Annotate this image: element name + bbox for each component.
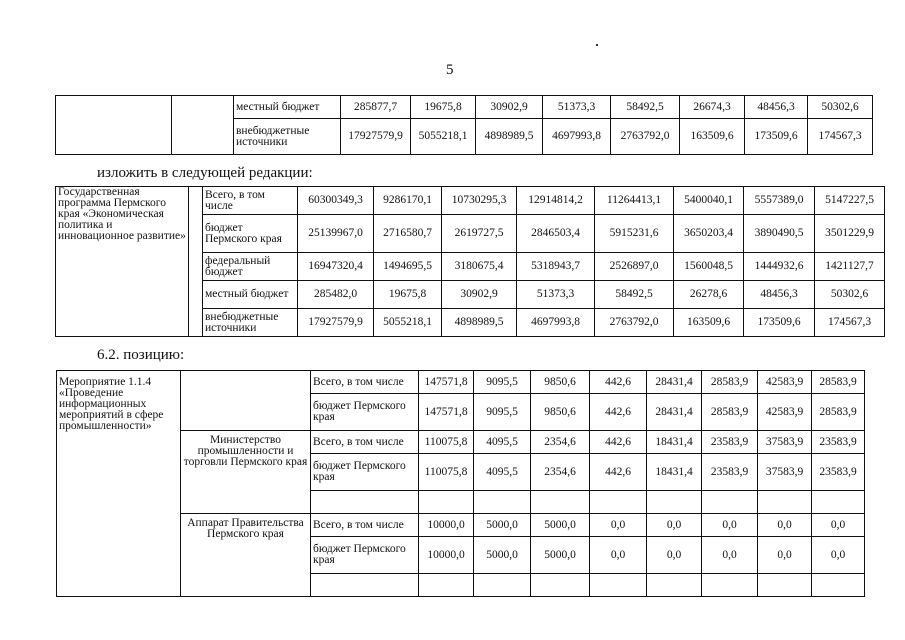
value-cell: 9286170,1 [374, 187, 442, 215]
executor-cell [181, 371, 311, 431]
value-cell: 4697993,8 [517, 309, 595, 337]
empty-cell [474, 574, 531, 597]
empty-cell [531, 574, 590, 597]
value-cell: 0,0 [647, 537, 702, 574]
value-cell: 0,0 [590, 537, 647, 574]
table-row [56, 96, 873, 119]
value-cell: 9850,6 [531, 371, 590, 394]
value-cell: 4095,5 [474, 431, 531, 454]
value-cell: 18431,4 [647, 431, 702, 454]
value-cell: 10000,0 [419, 514, 474, 537]
value-cell: 23583,9 [702, 454, 758, 491]
value-cell: 23583,9 [812, 431, 865, 454]
value-cell: 25139967,0 [298, 215, 374, 253]
value-cell: 1421127,7 [815, 253, 885, 281]
section-heading: 6.2. позицию: [97, 347, 185, 363]
row-label: Всего, в том числе [311, 431, 419, 454]
value-cell: 442,6 [590, 431, 647, 454]
value-cell: 3890490,5 [744, 215, 815, 253]
empty-cell [189, 187, 203, 337]
value-cell: 4697993,8 [543, 119, 611, 155]
table-program [55, 186, 885, 337]
value-cell: 442,6 [590, 454, 647, 491]
program-name: Государственная программа Пермского края «Экономическая политика и инновационное развитие» [56, 187, 189, 337]
empty-cell [647, 574, 702, 597]
value-cell: 17927579,9 [341, 119, 411, 155]
value-cell: 58492,5 [595, 281, 674, 309]
value-cell: 4898989,5 [442, 309, 517, 337]
value-cell: 0,0 [758, 537, 812, 574]
table-row [57, 371, 865, 394]
row-label: бюджет Пермского края [311, 394, 419, 431]
value-cell: 60300349,3 [298, 187, 374, 215]
empty-cell [590, 574, 647, 597]
value-cell: 28583,9 [812, 394, 865, 431]
table-continuation [55, 95, 873, 155]
value-cell: 48456,3 [744, 281, 815, 309]
row-label: местный бюджет [203, 281, 298, 309]
value-cell: 12914814,2 [517, 187, 595, 215]
value-cell: 2354,6 [531, 454, 590, 491]
value-cell: 2846503,4 [517, 215, 595, 253]
value-cell: 5000,0 [474, 514, 531, 537]
value-cell: 28583,9 [702, 371, 758, 394]
row-label: Всего, в том числе [203, 187, 298, 215]
value-cell: 2526897,0 [595, 253, 674, 281]
value-cell: 2354,6 [531, 431, 590, 454]
value-cell: 51373,3 [543, 96, 611, 119]
value-cell: 147571,8 [419, 371, 474, 394]
value-cell: 42583,9 [758, 371, 812, 394]
value-cell: 3180675,4 [442, 253, 517, 281]
value-cell: 10000,0 [419, 537, 474, 574]
value-cell: 0,0 [590, 514, 647, 537]
value-cell: 28431,4 [647, 394, 702, 431]
empty-cell [172, 96, 234, 155]
empty-cell [758, 491, 812, 514]
value-cell: 5055218,1 [374, 309, 442, 337]
value-cell: 48456,3 [745, 96, 808, 119]
value-cell: 5000,0 [531, 514, 590, 537]
value-cell: 5400040,1 [674, 187, 744, 215]
value-cell: 173509,6 [744, 309, 815, 337]
value-cell: 2763792,0 [595, 309, 674, 337]
value-cell: 5055218,1 [411, 119, 476, 155]
empty-cell [812, 491, 865, 514]
value-cell: 42583,9 [758, 394, 812, 431]
value-cell: 3650203,4 [674, 215, 744, 253]
value-cell: 50302,6 [815, 281, 885, 309]
empty-cell [474, 491, 531, 514]
row-label: внебюджетные источники [234, 119, 341, 155]
value-cell: 442,6 [590, 371, 647, 394]
row-label: внебюджетные источники [203, 309, 298, 337]
value-cell: 0,0 [758, 514, 812, 537]
row-label: бюджет Пермского края [311, 454, 419, 491]
value-cell: 1494695,5 [374, 253, 442, 281]
value-cell: 9095,5 [474, 394, 531, 431]
section-heading: изложить в следующей редакции: [97, 165, 313, 181]
value-cell: 23583,9 [702, 431, 758, 454]
value-cell: 5147227,5 [815, 187, 885, 215]
empty-cell [702, 491, 758, 514]
empty-cell [311, 491, 419, 514]
row-label: федеральный бюджет [203, 253, 298, 281]
value-cell: 1444932,6 [744, 253, 815, 281]
value-cell: 0,0 [702, 514, 758, 537]
empty-cell [56, 96, 172, 155]
empty-cell [311, 574, 419, 597]
value-cell: 30902,9 [476, 96, 543, 119]
value-cell: 163509,6 [680, 119, 745, 155]
value-cell: 28583,9 [812, 371, 865, 394]
value-cell: 50302,6 [808, 96, 873, 119]
value-cell: 0,0 [702, 537, 758, 574]
value-cell: 51373,3 [517, 281, 595, 309]
value-cell: 23583,9 [812, 454, 865, 491]
page-number: 5 [446, 62, 454, 78]
value-cell: 9095,5 [474, 371, 531, 394]
value-cell: 1560048,5 [674, 253, 744, 281]
value-cell: 4898989,5 [476, 119, 543, 155]
value-cell: 16947320,4 [298, 253, 374, 281]
value-cell: 19675,8 [374, 281, 442, 309]
value-cell: 2716580,7 [374, 215, 442, 253]
value-cell: 58492,5 [611, 96, 680, 119]
value-cell: 110075,8 [419, 454, 474, 491]
value-cell: 17927579,9 [298, 309, 374, 337]
value-cell: 285482,0 [298, 281, 374, 309]
scan-speck [596, 44, 598, 46]
value-cell: 147571,8 [419, 394, 474, 431]
value-cell: 5557389,0 [744, 187, 815, 215]
value-cell: 2619727,5 [442, 215, 517, 253]
value-cell: 2763792,0 [611, 119, 680, 155]
empty-cell [758, 574, 812, 597]
executor-cell: Аппарат Правительства Пермского края [181, 514, 311, 597]
value-cell: 19675,8 [411, 96, 476, 119]
value-cell: 37583,9 [758, 454, 812, 491]
value-cell: 30902,9 [442, 281, 517, 309]
value-cell: 10730295,3 [442, 187, 517, 215]
value-cell: 174567,3 [808, 119, 873, 155]
empty-cell [419, 491, 474, 514]
value-cell: 442,6 [590, 394, 647, 431]
value-cell: 26278,6 [674, 281, 744, 309]
value-cell: 4095,5 [474, 454, 531, 491]
value-cell: 18431,4 [647, 454, 702, 491]
value-cell: 5915231,6 [595, 215, 674, 253]
value-cell: 5000,0 [474, 537, 531, 574]
value-cell: 110075,8 [419, 431, 474, 454]
value-cell: 3501229,9 [815, 215, 885, 253]
empty-cell [419, 574, 474, 597]
value-cell: 5318943,7 [517, 253, 595, 281]
table-row [56, 187, 885, 215]
empty-cell [531, 491, 590, 514]
empty-cell [647, 491, 702, 514]
row-label: местный бюджет [234, 96, 341, 119]
table-measure [56, 370, 865, 597]
value-cell: 0,0 [647, 514, 702, 537]
empty-cell [702, 574, 758, 597]
value-cell: 28583,9 [702, 394, 758, 431]
row-label: Всего, в том числе [311, 371, 419, 394]
value-cell: 28431,4 [647, 371, 702, 394]
row-label: бюджет Пермского края [311, 537, 419, 574]
measure-name: Мероприятие 1.1.4 «Проведение информационных мероприятий в сфере промышленности» [57, 371, 181, 597]
value-cell: 173509,6 [745, 119, 808, 155]
row-label: бюджет Пермского края [203, 215, 298, 253]
value-cell: 11264413,1 [595, 187, 674, 215]
empty-cell [812, 574, 865, 597]
value-cell: 174567,3 [815, 309, 885, 337]
value-cell: 5000,0 [531, 537, 590, 574]
value-cell: 37583,9 [758, 431, 812, 454]
executor-cell: Министерство промышленности и торговли Пермского края [181, 431, 311, 514]
row-label: Всего, в том числе [311, 514, 419, 537]
value-cell: 285877,7 [341, 96, 411, 119]
value-cell: 163509,6 [674, 309, 744, 337]
value-cell: 0,0 [812, 514, 865, 537]
value-cell: 26674,3 [680, 96, 745, 119]
value-cell: 0,0 [812, 537, 865, 574]
value-cell: 9850,6 [531, 394, 590, 431]
empty-cell [590, 491, 647, 514]
